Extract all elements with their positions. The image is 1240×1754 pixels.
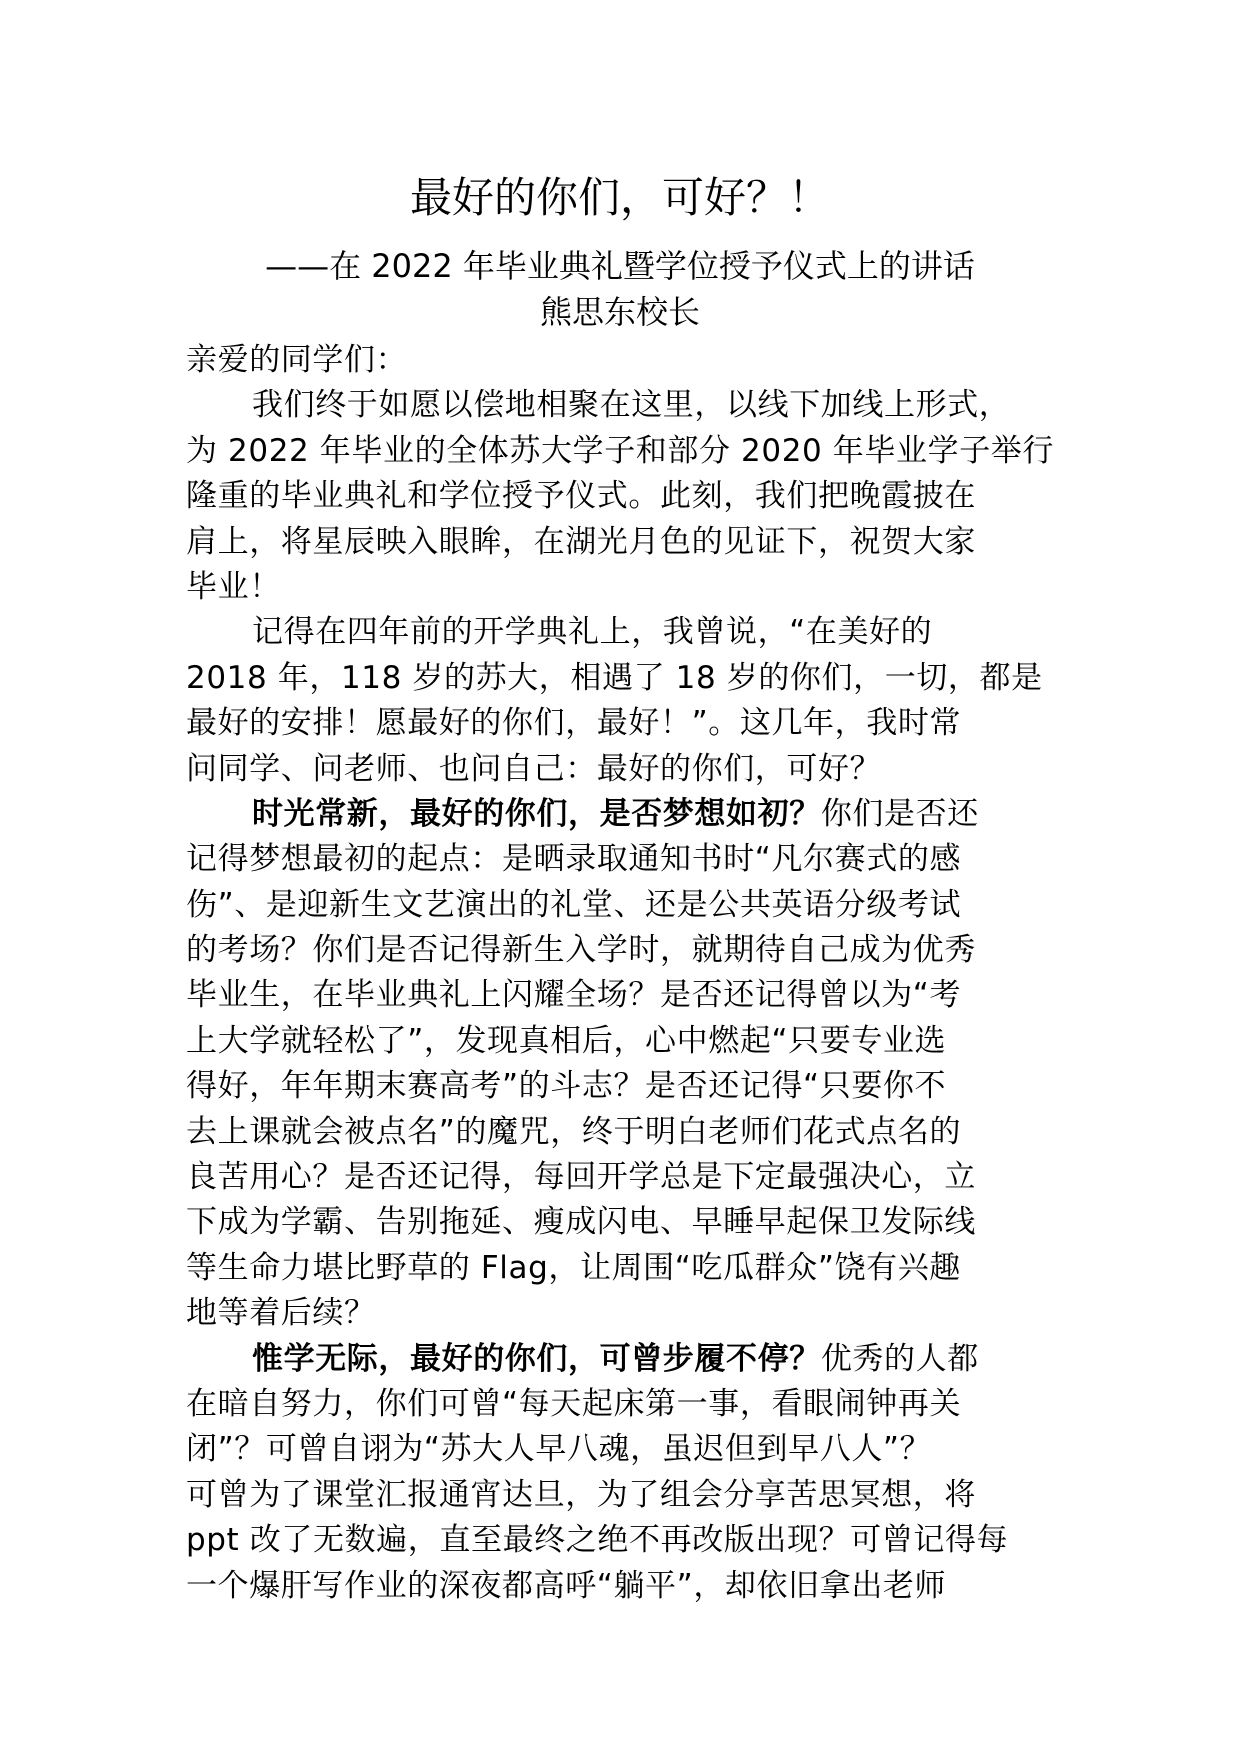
document-author: 熊思东校长 [539, 293, 700, 331]
paragraph-line: 得好，年年期末赛高考”的斗志？是否还记得“只要你不 [186, 1068, 947, 1105]
paragraph-line: 的考场？你们是否记得新生入学时，就期待自己成为优秀 [186, 932, 976, 969]
paragraph-line: 一个爆肝写作业的深夜都高呼“躺平”，却依旧拿出老师 [186, 1567, 947, 1604]
section-heading: 惟学无际，最好的你们，可曾步履不停？ [252, 1340, 821, 1377]
document-body [186, 338, 1066, 1609]
paragraph-line: 问同学、问老师、也问自己：最好的你们，可好？ [186, 750, 882, 787]
document-subtitle: ——在 2022 年毕业典礼暨学位授予仪式上的讲话 [265, 247, 975, 285]
paragraph-line: 闭”？可曾自诩为“苏大人早八魂，虽迟但到早八人”？ [186, 1431, 932, 1468]
paragraph-line: 伤”、是迎新生文艺演出的礼堂、还是公共英语分级考试 [186, 886, 962, 923]
paragraph-line: 肩上，将星辰映入眼眸，在湖光月色的见证下，祝贺大家 [186, 523, 976, 560]
paragraph-line: ppt 改了无数遍，直至最终之绝不再改版出现？可曾记得每 [186, 1522, 1009, 1559]
paragraph-line: 下成为学霸、告别拖延、瘦成闪电、早睡早起保卫发际线 [186, 1204, 976, 1241]
paragraph-line: 毕业！ [186, 568, 281, 605]
paragraph-line [186, 792, 1066, 837]
paragraph-line: 地等着后续？ [186, 1295, 376, 1332]
paragraph-line: 为 2022 年毕业的全体苏大学子和部分 2020 年毕业学子举行 [186, 432, 1054, 469]
salutation: 亲爱的同学们： [186, 342, 408, 378]
paragraph-line: 等生命力堪比野草的 Flag，让周围“吃瓜群众”饶有兴趣 [186, 1249, 961, 1286]
document-title: 最好的你们，可好？！ [409, 173, 830, 222]
paragraph-text: 优秀的人都 [820, 1340, 979, 1377]
paragraph-line: 记得梦想最初的起点：是晒录取通知书时“凡尔赛式的感 [186, 841, 962, 878]
paragraph-line: 我们终于如愿以偿地相聚在这里，以线下加线上形式， [252, 387, 1011, 424]
paragraph-line [186, 1337, 1066, 1382]
paragraph-line: 在暗自努力，你们可曾“每天起床第一事，看眼闹钟再关 [186, 1385, 962, 1422]
paragraph-line: 去上课就会被点名”的魔咒，终于明白老师们花式点名的 [186, 1113, 962, 1150]
paragraph-text: 你们是否还 [820, 795, 979, 832]
paragraph-line: 最好的安排！愿最好的你们，最好！”。这几年，我时常 [186, 705, 962, 742]
paragraph-line: 记得在四年前的开学典礼上，我曾说，“在美好的 [252, 614, 933, 651]
paragraph-line: 2018 年，118 岁的苏大，相遇了 18 岁的你们，一切，都是 [186, 659, 1043, 696]
paragraph-line: 良苦用心？是否还记得，每回开学总是下定最强决心，立 [186, 1159, 976, 1196]
paragraph-line: 毕业生，在毕业典礼上闪耀全场？是否还记得曾以为“考 [186, 977, 962, 1014]
paragraph-line: 隆重的毕业典礼和学位授予仪式。此刻，我们把晚霞披在 [186, 478, 976, 515]
paragraph-line: 上大学就轻松了”，发现真相后，心中燃起“只要专业选 [186, 1022, 947, 1059]
section-heading: 时光常新，最好的你们，是否梦想如初？ [252, 795, 821, 832]
paragraph-line: 可曾为了课堂汇报通宵达旦，为了组会分享苦思冥想，将 [186, 1476, 976, 1513]
